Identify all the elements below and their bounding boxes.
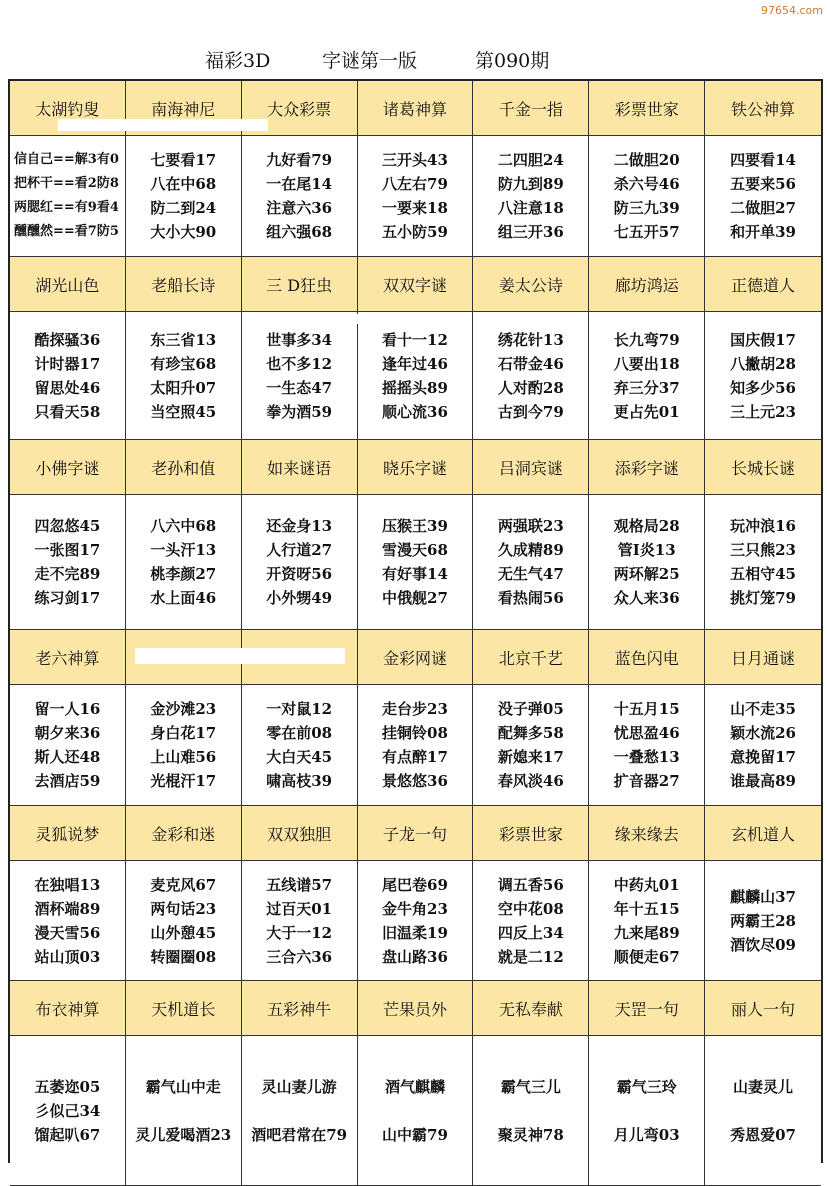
riddle-line: 组六强68 <box>266 223 333 241</box>
column-header: 廊坊鸿运 <box>589 257 705 312</box>
column-header: 太湖钓叟 <box>10 81 126 136</box>
column-header: 正德道人 <box>705 257 821 312</box>
title-edition: 字谜第一版 <box>322 50 418 72</box>
riddle-line: 聚灵神78 <box>497 1125 564 1144</box>
riddle-line: 一头汗13 <box>150 541 217 559</box>
riddle-line: 过百天01 <box>266 899 333 918</box>
riddle-line: 麦克风67 <box>150 875 217 894</box>
riddle-line: 人行道27 <box>266 541 333 559</box>
riddle-line: 五小防59 <box>382 223 448 241</box>
riddle-line: 山中霸79 <box>382 1125 448 1144</box>
riddle-cell <box>358 312 474 440</box>
column-header: 彩票世家 <box>473 806 589 861</box>
column-header: 湖光山色 <box>10 257 126 312</box>
riddle-line: 意挽留17 <box>730 748 796 766</box>
riddle-cell <box>705 1036 821 1186</box>
riddle-line: 有好事14 <box>382 565 448 583</box>
riddle-line: 五线谱57 <box>266 875 333 894</box>
riddle-line: 开资呀56 <box>266 565 333 583</box>
column-header: 诸葛神算 <box>358 81 474 136</box>
riddle-line: 金沙滩23 <box>150 700 217 718</box>
riddle-cell <box>10 495 126 630</box>
riddle-line: 东三省13 <box>150 330 217 349</box>
riddle-line: 八注意18 <box>497 199 564 217</box>
riddle-line: 一生态47 <box>266 378 333 397</box>
redaction-strip <box>135 648 345 664</box>
column-header: 无私奉献 <box>473 981 589 1036</box>
riddle-line: 一叠愁13 <box>613 748 680 766</box>
riddle-line: 把杯干==看2防8 <box>14 176 119 191</box>
column-header: 大众彩票 <box>242 81 358 136</box>
riddle-cell <box>705 495 821 630</box>
riddle-line: 谁最高89 <box>730 772 796 790</box>
riddle-line: 酒气麒麟 <box>384 1077 445 1096</box>
column-header: 三 D狂虫 <box>242 257 358 312</box>
riddle-line: 山不走35 <box>730 700 796 718</box>
riddle-line: 国庆假17 <box>730 330 796 349</box>
riddle-line: 年十五15 <box>613 899 680 918</box>
riddle-line: 盘山路36 <box>382 947 448 966</box>
riddle-line: 两腮红==有9看4 <box>14 200 119 215</box>
riddle-line: 月儿弯03 <box>613 1125 680 1144</box>
riddle-line: 看十一12 <box>382 330 448 349</box>
riddle-line: 桃李颜27 <box>150 565 217 583</box>
riddle-cell <box>358 1036 474 1186</box>
riddle-line: 更占先01 <box>613 402 680 421</box>
riddle-line: 新媳来17 <box>497 748 564 766</box>
riddle-line: 世事多34 <box>266 330 333 349</box>
column-header: 缘来缘去 <box>589 806 705 861</box>
riddle-line: 就是二12 <box>497 947 564 966</box>
riddle-line: 霸气三玲 <box>616 1077 677 1096</box>
riddle-line: 扩音器27 <box>613 772 680 790</box>
riddle-line: 长九弯79 <box>613 330 680 349</box>
riddle-line: 山妻灵儿 <box>733 1077 794 1096</box>
riddle-line: 也不多12 <box>266 354 333 373</box>
column-header: 如来谜语 <box>242 440 358 495</box>
riddle-cell <box>705 312 821 440</box>
riddle-line: 顺心流36 <box>382 402 448 421</box>
column-header: 长城长谜 <box>705 440 821 495</box>
riddle-line: 转圈圈08 <box>150 947 217 966</box>
riddle-cell <box>705 861 821 981</box>
riddle-cell <box>473 312 589 440</box>
riddle-line <box>528 1099 533 1123</box>
column-header: 双双字谜 <box>358 257 474 312</box>
column-header: 布衣神算 <box>10 981 126 1036</box>
riddle-cell <box>10 685 126 806</box>
riddle-line: 朝夕来36 <box>34 724 101 742</box>
redaction-strip <box>245 314 365 324</box>
riddle-line: 大于一12 <box>266 923 333 942</box>
column-header: 金彩网谜 <box>358 630 474 685</box>
riddle-line: 三合六36 <box>266 947 333 966</box>
riddle-line: 霸气山中走 <box>145 1077 221 1096</box>
column-header: 老孙和值 <box>126 440 242 495</box>
column-header: 子龙一句 <box>358 806 474 861</box>
riddle-line <box>760 1099 765 1123</box>
riddle-line: 金牛角23 <box>382 899 448 918</box>
column-header: 芒果员外 <box>358 981 474 1036</box>
redaction-strip <box>58 119 268 131</box>
riddle-line: 彡似己34 <box>34 1101 101 1120</box>
column-header: 晓乐字谜 <box>358 440 474 495</box>
riddle-line: 挑灯笼79 <box>730 589 796 607</box>
riddle-cell <box>126 1036 242 1186</box>
riddle-line: 知多少56 <box>730 378 796 397</box>
riddle-line: 去酒店59 <box>34 772 101 790</box>
riddle-line: 二做胆20 <box>613 151 680 169</box>
riddle-line: 没子弹05 <box>497 700 564 718</box>
riddle-line: 逢年过46 <box>382 354 448 373</box>
riddle-cell <box>705 136 821 257</box>
column-header: 双双独胆 <box>242 806 358 861</box>
riddle-line: 四忽悠45 <box>34 517 101 535</box>
riddle-line: 斯人还48 <box>34 748 101 766</box>
column-header: 老船长诗 <box>126 257 242 312</box>
riddle-line: 中药丸01 <box>613 875 680 894</box>
column-header: 南海神尼 <box>126 81 242 136</box>
riddle-line: 颖水流26 <box>730 724 796 742</box>
riddle-cell <box>589 685 705 806</box>
riddle-cell <box>10 136 126 257</box>
riddle-line: 七五开57 <box>613 223 680 241</box>
riddle-line: 大小大90 <box>150 223 217 241</box>
riddle-line: 光棍汗17 <box>150 772 217 790</box>
riddle-cell <box>126 495 242 630</box>
riddle-line: 防二到24 <box>150 199 217 217</box>
riddle-cell <box>473 1036 589 1186</box>
column-header: 北京千艺 <box>473 630 589 685</box>
riddle-line: 古到今79 <box>497 402 564 421</box>
riddle-line: 五相守45 <box>730 565 796 583</box>
riddle-line: 十五月15 <box>613 700 680 718</box>
riddle-line: 二做胆27 <box>730 199 796 217</box>
riddle-line: 压猴王39 <box>382 517 448 535</box>
riddle-line: 九来尾89 <box>613 923 680 942</box>
riddle-cell <box>358 861 474 981</box>
riddle-cell <box>242 312 358 440</box>
riddle-line: 大白天45 <box>266 748 333 766</box>
column-header: 吕洞宾谜 <box>473 440 589 495</box>
riddle-line: 两句话23 <box>150 899 217 918</box>
riddle-line: 灵儿爱喝酒23 <box>135 1125 232 1144</box>
riddle-line <box>644 1099 649 1123</box>
riddle-cell <box>473 136 589 257</box>
riddle-line: 七要看17 <box>150 151 217 169</box>
riddle-line: 杀六号46 <box>613 175 680 193</box>
riddle-line: 身白花17 <box>150 724 217 742</box>
riddle-line: 酷探骚36 <box>34 330 101 349</box>
riddle-line: 霸气三儿 <box>500 1077 561 1096</box>
riddle-cell <box>358 136 474 257</box>
column-header: 老六神算 <box>10 630 126 685</box>
riddle-line: 空中花08 <box>497 899 564 918</box>
column-header: 金彩和迷 <box>126 806 242 861</box>
riddle-line: 防九到89 <box>497 175 564 193</box>
column-header: 五彩神牛 <box>242 981 358 1036</box>
riddle-line: 组三开36 <box>497 223 564 241</box>
riddle-line: 景悠悠36 <box>382 772 448 790</box>
riddle-line: 中俄舰27 <box>382 589 448 607</box>
riddle-line: 注意六36 <box>266 199 333 217</box>
riddle-cell <box>589 495 705 630</box>
column-header: 小佛字谜 <box>10 440 126 495</box>
riddle-line: 信自己==解3有0 <box>14 152 119 167</box>
riddle-line: 尾巴卷69 <box>382 875 448 894</box>
riddle-cell <box>589 861 705 981</box>
riddle-line: 四反上34 <box>497 923 564 942</box>
riddle-line: 挂铜铃08 <box>382 724 448 742</box>
riddle-line: 八六中68 <box>150 517 217 535</box>
column-header: 添彩字谜 <box>589 440 705 495</box>
riddle-line: 摇摇头89 <box>382 378 448 397</box>
riddle-line: 久成精89 <box>497 541 564 559</box>
riddle-cell <box>242 861 358 981</box>
column-header: 天罡一句 <box>589 981 705 1036</box>
column-header: 千金一指 <box>473 81 589 136</box>
column-header: 天机道长 <box>126 981 242 1036</box>
riddle-cell <box>126 136 242 257</box>
riddle-line: 在独唱13 <box>34 875 101 894</box>
riddle-line: 众人来36 <box>613 589 680 607</box>
riddle-line: 山外憩45 <box>150 923 217 942</box>
riddle-line: 观格局28 <box>613 517 680 535</box>
riddle-line: 水上面46 <box>150 589 217 607</box>
riddle-line: 防三九39 <box>613 199 680 217</box>
riddle-line: 计时器17 <box>34 354 101 373</box>
riddle-line: 配舞多58 <box>497 724 564 742</box>
riddle-line: 管Ⅰ炎13 <box>617 541 676 559</box>
riddle-line: 啸高枝39 <box>266 772 333 790</box>
riddle-line: 站山顶03 <box>34 947 101 966</box>
riddle-line: 旧温柔19 <box>382 923 448 942</box>
riddle-line: 五要来56 <box>730 175 796 193</box>
riddle-line: 石带金46 <box>497 354 564 373</box>
riddle-line: 一张图17 <box>34 541 101 559</box>
riddle-line: 八在中68 <box>150 175 217 193</box>
title-issue: 第090期 <box>475 50 550 72</box>
riddle-line: 一在尾14 <box>266 175 333 193</box>
riddle-line: 五萎迩05 <box>34 1077 101 1096</box>
riddle-line: 秀恩爱07 <box>730 1125 796 1144</box>
column-header: 灵狐说梦 <box>10 806 126 861</box>
riddle-line: 两强联23 <box>497 517 564 535</box>
riddle-line: 人对酌28 <box>497 378 564 397</box>
riddle-line: 忧思盈46 <box>613 724 680 742</box>
column-header: 日月通谜 <box>705 630 821 685</box>
riddle-line: 八撇胡28 <box>730 354 796 373</box>
riddle-cell <box>242 495 358 630</box>
riddle-cell <box>242 1036 358 1186</box>
riddle-line: 雪漫天68 <box>382 541 448 559</box>
riddle-line: 顺便走67 <box>613 947 680 966</box>
riddle-cell <box>126 685 242 806</box>
riddle-line: 麒麟山37 <box>730 887 796 906</box>
riddle-line: 四要看14 <box>730 151 796 169</box>
riddle-line: 两霸王28 <box>730 911 796 930</box>
riddle-cell <box>10 861 126 981</box>
riddle-cell <box>589 312 705 440</box>
riddle-cell <box>10 1036 126 1186</box>
riddle-line: 一对鼠12 <box>266 700 333 718</box>
riddle-cell <box>473 495 589 630</box>
riddle-line: 弃三分37 <box>613 378 680 397</box>
riddle-line: 八要出18 <box>613 354 680 373</box>
column-header: 蓝色闪电 <box>589 630 705 685</box>
riddle-line: 二四胆24 <box>497 151 564 169</box>
riddle-cell <box>473 685 589 806</box>
riddle-line: 当空照45 <box>150 402 217 421</box>
riddle-line: 无生气47 <box>497 565 564 583</box>
riddle-line: 三开头43 <box>382 151 448 169</box>
riddle-line: 只看天58 <box>34 402 101 421</box>
riddle-line: 三上元23 <box>730 402 796 421</box>
riddle-line: 还金身13 <box>266 517 333 535</box>
riddle-line: 绣花针13 <box>497 330 564 349</box>
riddle-line: 小外甥49 <box>266 589 333 607</box>
riddle-cell <box>358 685 474 806</box>
riddle-line: 留思处46 <box>34 378 101 397</box>
column-header: 姜太公诗 <box>473 257 589 312</box>
riddle-line: 有珍宝68 <box>150 354 217 373</box>
riddle-line: 调五香56 <box>497 875 564 894</box>
page-title <box>0 46 827 78</box>
title-lottery: 福彩3D <box>205 50 271 72</box>
riddle-line: 两环解25 <box>613 565 680 583</box>
column-header: 彩票世家 <box>589 81 705 136</box>
site-watermark: 97654.com <box>761 4 823 17</box>
riddle-line <box>412 1099 417 1123</box>
riddle-line: 拳为酒59 <box>266 402 333 421</box>
riddle-line: 零在前08 <box>266 724 333 742</box>
column-header: 丽人一句 <box>705 981 821 1036</box>
riddle-line: 有点醉17 <box>382 748 448 766</box>
riddle-cell <box>242 136 358 257</box>
riddle-line: 走不完89 <box>34 565 101 583</box>
riddle-line: 太阳升07 <box>150 378 217 397</box>
riddle-cell <box>242 685 358 806</box>
riddle-cell <box>126 312 242 440</box>
riddle-line <box>181 1099 186 1123</box>
riddle-line: 酒吧君常在79 <box>251 1125 348 1144</box>
riddle-line <box>297 1099 302 1123</box>
riddle-line: 酒杯端89 <box>34 899 101 918</box>
riddle-line: 留一人16 <box>34 700 101 718</box>
riddle-line: 灵山妻儿游 <box>261 1077 337 1096</box>
riddle-table <box>8 79 823 1163</box>
riddle-cell <box>10 312 126 440</box>
riddle-line: 看热闹56 <box>497 589 564 607</box>
riddle-cell <box>705 685 821 806</box>
riddle-line: 馏起叭67 <box>34 1125 101 1144</box>
riddle-line: 漫天雪56 <box>34 923 101 942</box>
riddle-line: 练习剑17 <box>34 589 101 607</box>
riddle-line: 九好看79 <box>266 151 333 169</box>
riddle-line: 醺醺然==看7防5 <box>14 224 119 239</box>
riddle-line: 一要来18 <box>382 199 448 217</box>
riddle-line: 八左右79 <box>382 175 448 193</box>
column-header: 玄机道人 <box>705 806 821 861</box>
riddle-cell <box>358 495 474 630</box>
column-header: 铁公神算 <box>705 81 821 136</box>
riddle-line: 酒饮尽09 <box>730 935 796 954</box>
riddle-cell <box>126 861 242 981</box>
riddle-cell <box>589 1036 705 1186</box>
riddle-cell <box>589 136 705 257</box>
riddle-line: 玩冲浪16 <box>730 517 796 535</box>
riddle-line: 走台步23 <box>382 700 448 718</box>
riddle-line: 春风淡46 <box>497 772 564 790</box>
riddle-line: 和开单39 <box>730 223 796 241</box>
riddle-line: 上山难56 <box>150 748 217 766</box>
riddle-line: 三只熊23 <box>730 541 796 559</box>
riddle-cell <box>473 861 589 981</box>
